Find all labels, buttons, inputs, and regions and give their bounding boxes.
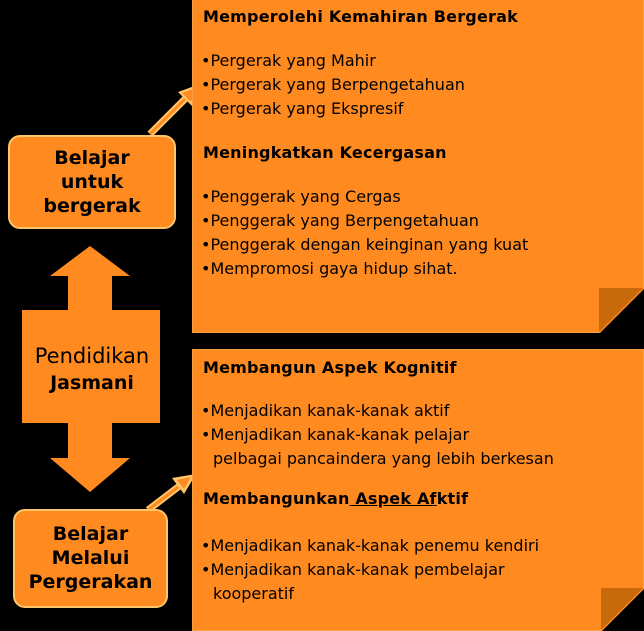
box-line: bergerak [43, 195, 141, 217]
heading-affective [203, 489, 468, 508]
connector-arrow-bottom [148, 474, 196, 510]
list-item: •Pergerak yang Berpengetahuan [201, 75, 465, 94]
list-item: •Penggerak yang Berpengetahuan [201, 211, 479, 230]
list-item: kooperatif [213, 584, 295, 603]
list-item: •Menjadikan kanak-kanak pembelajar [201, 560, 505, 579]
list-item: •Menjadikan kanak-kanak pelajar [201, 425, 470, 444]
list-item: pelbagai pancaindera yang lebih berkesan [213, 449, 554, 468]
list-item: •Mempromosi gaya hidup sihat. [201, 259, 458, 278]
center-label-physical-education [22, 342, 162, 396]
box-line: Melalui [51, 547, 130, 569]
heading-motor-skills: Memperolehi Kemahiran Bergerak [203, 7, 518, 26]
page-fold-flap [599, 288, 643, 332]
heading-cognitive: Membangun Aspek Kognitif [203, 358, 457, 377]
heading-affective-part3: ktif [436, 489, 469, 508]
box-line: untuk [60, 171, 124, 193]
heading-affective-part1: Membangunkan [203, 489, 350, 508]
list-item: •Penggerak dengan keinginan yang kuat [201, 235, 529, 254]
note-learn-to-move [192, 0, 644, 333]
note-learn-through-movement [192, 349, 644, 631]
center-label-line2: Jasmani [50, 372, 134, 394]
box-learn-through-movement [13, 509, 168, 608]
center-label-line1: Pendidikan [34, 344, 150, 368]
list-item: •Pergerak yang Ekspresif [201, 99, 404, 118]
list-item: •Pergerak yang Mahir [201, 51, 376, 70]
page-fold-flap [601, 588, 643, 630]
list-item: •Penggerak yang Cergas [201, 187, 401, 206]
box-line: Belajar [54, 147, 130, 169]
list-item: •Menjadikan kanak-kanak aktif [201, 401, 450, 420]
box-line: Pergerakan [28, 571, 153, 593]
heading-affective-part2: Aspek Af [349, 489, 437, 508]
box-learn-to-move [8, 135, 176, 229]
box-line: Belajar [52, 523, 129, 545]
list-item: •Menjadikan kanak-kanak penemu kendiri [201, 536, 540, 555]
heading-fitness: Meningkatkan Kecergasan [203, 143, 447, 162]
